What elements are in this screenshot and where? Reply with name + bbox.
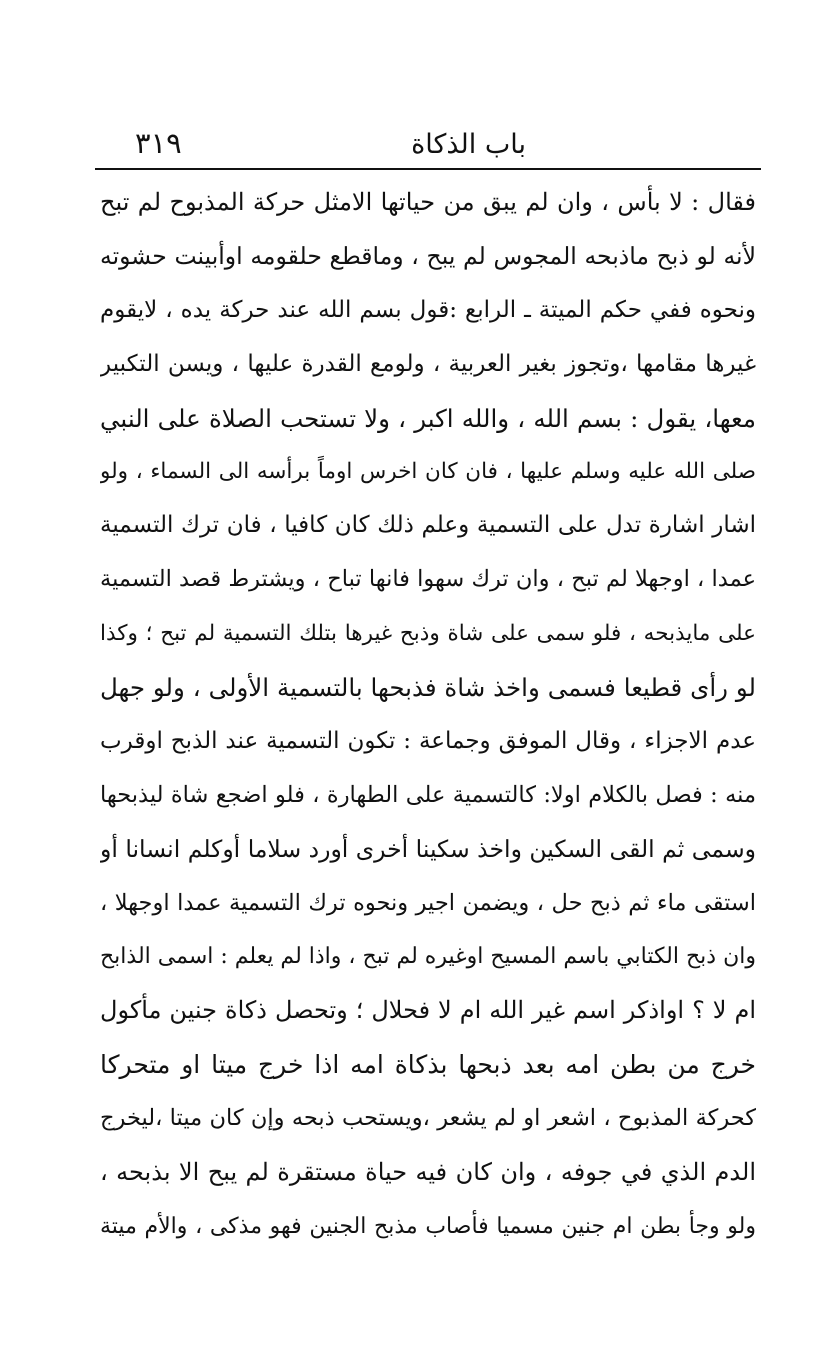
text-line: على مايذبحه ، فلو سمى على شاة وذبح غيرها بتلك التسمية لم تبح ؛ وكذا: [100, 621, 756, 647]
text-line: لأنه لو ذبح ماذبحه المجوس لم يبح ، وماقطع حلقومه اوأبينت حشوته: [100, 241, 756, 270]
text-line: استقى ماء ثم ذبح حل ، ويضمن اجير ونحوه ترك التسمية عمدا اوجهلا ،: [100, 889, 756, 916]
text-line: ولو وجأ بطن ام جنين مسميا فأصاب مذبح الجنين فهو مذكى ، والأم ميتة: [100, 1213, 756, 1239]
text-line: منه : فصل بالكلام اولا: كالتسمية على الطهارة ، فلو اضجع شاة ليذبحها: [100, 781, 756, 808]
page-header: [95, 118, 761, 168]
running-title: باب الذكاة: [411, 129, 526, 160]
page-number: ٣١٩: [135, 126, 182, 160]
text-line: الدم الذي في جوفه ، وان كان فيه حياة مستقرة لم يبح الا بذبحه ،: [100, 1158, 756, 1187]
text-line: وسمى ثم القى السكين واخذ سكينا أخرى أورد سلاما أوكلم انسانا أو: [100, 834, 756, 863]
header-divider: [95, 168, 761, 170]
text-line: اشار اشارة تدل على التسمية وعلم ذلك كان كافيا ، فان ترك التسمية: [100, 512, 756, 539]
text-line: صلى الله عليه وسلم عليها ، فان كان اخرس اوماً برأسه الى السماء ، ولو: [100, 459, 756, 485]
text-line: معها، يقول : بسم الله ، والله اكبر ، ولا تستحب الصلاة على النبي: [100, 403, 756, 433]
text-line: كحركة المذبوح ، اشعر او لم يشعر ،ويستحب ذبحه وإن كان ميتا ،ليخرج: [100, 1105, 756, 1132]
text-line: ام لا ؟ اواذكر اسم غير الله ام لا فحلال ؛ وتحصل ذكاة جنين مأكول: [100, 996, 756, 1025]
text-line: عمدا ، اوجهلا لم تبح ، وان ترك سهوا فانها تباح ، ويشترط قصد التسمية: [100, 566, 756, 593]
text-line: لو رأى قطيعا فسمى واخذ شاة فذبحها بالتسمية الأولى ، ولو جهل: [100, 673, 756, 703]
text-line: ونحوه ففي حكم الميتة ـ الرابع :قول بسم الله عند حركة يده ، لايقوم: [100, 296, 756, 323]
text-line: فقال : لا بأس ، وان لم يبق من حياتها الامثل حركة المذبوح لم تبح: [100, 188, 756, 216]
body-text: [100, 176, 756, 1254]
text-line: وان ذبح الكتابي باسم المسيح اوغيره لم تبح ، واذا لم يعلم : اسمى الذابح: [100, 944, 756, 970]
text-line: غيرها مقامها ،وتجوز بغير العربية ، ولومع القدرة عليها ، ويسن التكبير: [100, 350, 756, 377]
text-line: عدم الاجزاء ، وقال الموفق وجماعة : تكون التسمية عند الذبح اوقرب: [100, 727, 756, 754]
text-line: خرج من بطن امه بعد ذبحها بذكاة امه اذا خرج ميتا او متحركا: [100, 1050, 756, 1080]
